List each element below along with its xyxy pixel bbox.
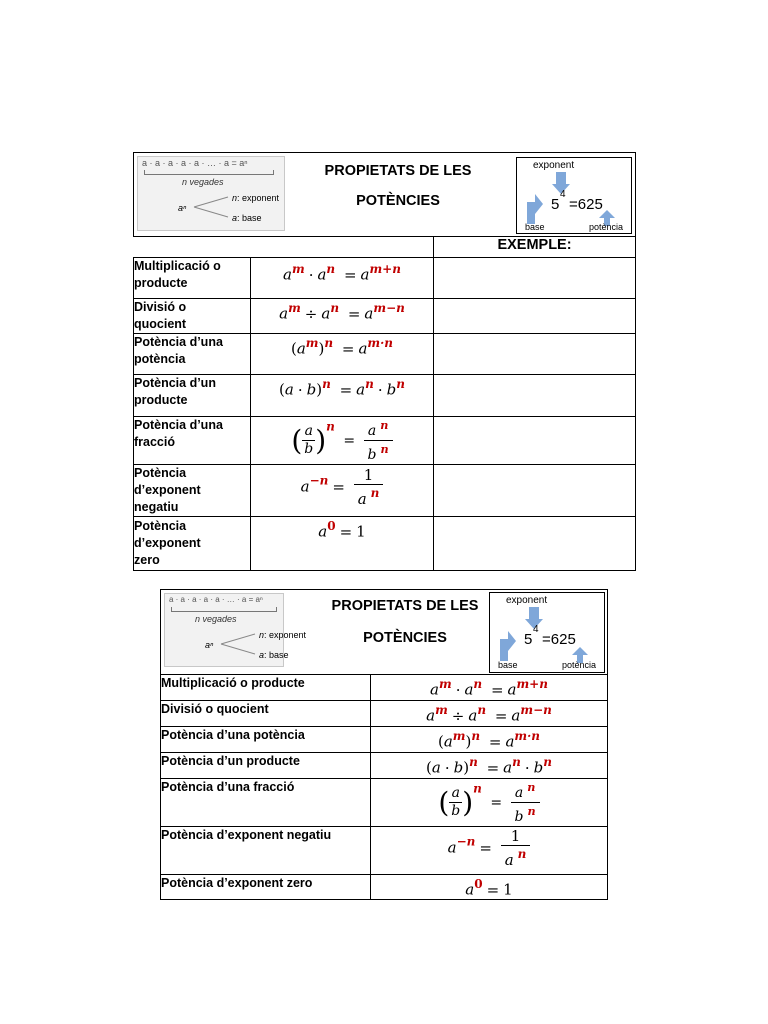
example-cell[interactable] xyxy=(434,299,636,334)
table-1-header xyxy=(134,153,636,237)
example-cell[interactable] xyxy=(434,375,636,417)
power-of-power-formula: $(a^m)^n = a^{m\cdot n}$ xyxy=(371,727,608,753)
base-label: base xyxy=(498,660,518,670)
example-cell[interactable] xyxy=(434,417,636,465)
property-label: Potència d’exponent zero xyxy=(134,517,251,571)
power-label: potència xyxy=(589,222,624,232)
diagram-underbrace xyxy=(144,170,274,175)
diagram-arrows xyxy=(192,193,232,221)
power-of-product-formula: $(a \cdot b)^n = a^n \cdot b^n$ xyxy=(371,753,608,779)
diagram-power: aⁿ xyxy=(178,203,187,213)
property-label: Potència d’una potència xyxy=(161,727,371,753)
diagram-exponent-label: n: exponent xyxy=(232,193,280,203)
zero-exponent-formula: $a^0 = 1$ xyxy=(371,875,608,900)
page-title-line-2: POTÈNCIES xyxy=(356,193,440,209)
power-example-box xyxy=(516,157,632,234)
property-label: Divisió o quocient xyxy=(134,299,251,334)
base-arrow-icon xyxy=(527,194,551,224)
power-label: potència xyxy=(562,660,597,670)
property-label: Potència d’un producte xyxy=(161,753,371,779)
power-definition-diagram xyxy=(164,593,307,667)
property-label: Potència d’un producte xyxy=(134,375,251,417)
exponent-label: exponent xyxy=(506,595,548,606)
division-formula: $a^m \div a^n = a^{m-n}$ xyxy=(371,701,608,727)
blank-header-cell xyxy=(251,237,434,258)
property-label: Potència d’una fracció xyxy=(134,417,251,465)
power-example-box xyxy=(489,592,605,673)
diagram-arrows xyxy=(219,630,259,658)
exponent-digit: 4 xyxy=(560,189,566,200)
power-of-fraction-formula: ( $\frac{a}{b}$ )n = $\frac{a ^n}{b ^n}$ xyxy=(251,417,434,465)
power-result: =625 xyxy=(542,631,576,648)
base-arrow-icon xyxy=(500,631,524,661)
page-title-line-1: PROPIETATS DE LES xyxy=(324,163,472,179)
diagram-times-label: n vegades xyxy=(182,177,224,187)
property-label: Potència d’una potència xyxy=(134,334,251,375)
property-label: Multiplicació o producte xyxy=(161,675,371,701)
example-column-heading: EXEMPLE: xyxy=(434,237,636,258)
diagram-power: aⁿ xyxy=(205,640,214,650)
exponent-label: exponent xyxy=(533,160,575,171)
base-digit: 5 xyxy=(524,631,533,648)
example-cell[interactable] xyxy=(434,258,636,299)
base-label: base xyxy=(525,222,545,232)
diagram-top-formula: a · a · a · a · a · … · a = aⁿ xyxy=(169,595,263,604)
power-definition-diagram xyxy=(137,156,285,231)
diagram-top-formula: a · a · a · a · a · … · a = aⁿ xyxy=(142,158,248,168)
property-label: Potència d’una fracció xyxy=(161,779,371,827)
multiplication-formula: $a^m \cdot a^n = a^{m+n}$ xyxy=(371,675,608,701)
diagram-base-label: a: base xyxy=(259,650,289,660)
base-digit: 5 xyxy=(551,196,560,213)
power-of-power-formula: $(a^m)^n = a^{m\cdot n}$ xyxy=(251,334,434,375)
example-cell[interactable] xyxy=(434,517,636,571)
division-formula: $a^m \div a^n = a^{m-n}$ xyxy=(251,299,434,334)
property-label: Divisió o quocient xyxy=(161,701,371,727)
property-label: Multiplicació o producte xyxy=(134,258,251,299)
table-2-header xyxy=(161,590,608,675)
properties-table-1 xyxy=(133,152,636,571)
negative-exponent-formula: $a^{-n}$ = $\frac{1}{a ^n}$ xyxy=(251,465,434,517)
power-of-fraction-formula: ( $\frac{a}{b}$ )n = $\frac{a ^n}{b ^n}$ xyxy=(371,779,608,827)
exponent-digit: 4 xyxy=(533,624,539,635)
negative-exponent-formula: $a^{-n}$ = $\frac{1}{a ^n}$ xyxy=(371,827,608,875)
diagram-exponent-label: n: exponent xyxy=(259,630,307,640)
power-of-product-formula: $(a \cdot b)^n = a^n \cdot b^n$ xyxy=(251,375,434,417)
property-label: Potència d’exponent negatiu xyxy=(161,827,371,875)
properties-table-2 xyxy=(160,589,608,900)
example-cell[interactable] xyxy=(434,465,636,517)
page-title-line-1: PROPIETATS DE LES xyxy=(331,598,479,614)
diagram-times-label: n vegades xyxy=(195,614,237,624)
diagram-underbrace xyxy=(171,607,277,612)
property-label: Potència d’exponent zero xyxy=(161,875,371,900)
power-result: =625 xyxy=(569,196,603,213)
blank-header-cell xyxy=(134,237,251,258)
multiplication-formula: $a^m \cdot a^n = a^{m+n}$ xyxy=(251,258,434,299)
example-cell[interactable] xyxy=(434,334,636,375)
diagram-base-label: a: base xyxy=(232,213,262,223)
property-label: Potència d’exponent negatiu xyxy=(134,465,251,517)
page-title-line-2: POTÈNCIES xyxy=(363,630,447,646)
zero-exponent-formula: $a^0 = 1$ xyxy=(251,517,434,571)
